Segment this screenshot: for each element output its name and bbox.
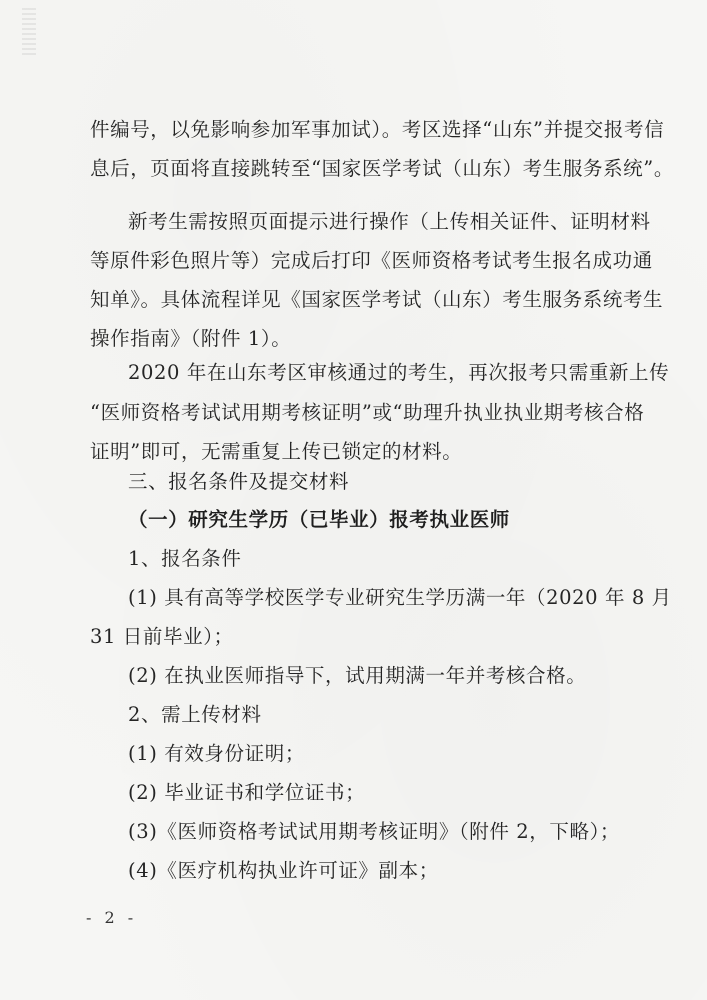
list-item: (1) 具有高等学校医学专业研究生学历满一年（2020 年 8 月 bbox=[128, 586, 672, 609]
paragraph-line: 息后，页面将直接跳转至“国家医学考试（山东）考生服务系统”。 bbox=[90, 157, 674, 180]
paragraph-line: 证明”即可，无需重复上传已锁定的材料。 bbox=[90, 440, 463, 463]
list-item: (3)《医师资格考试试用期考核证明》（附件 2，下略）； bbox=[128, 820, 621, 843]
paragraph-line: 知单》。具体流程详见《国家医学考试（山东）考生服务系统考生 bbox=[90, 288, 664, 311]
list-item: (4)《医疗机构执业许可证》副本； bbox=[128, 859, 439, 882]
paragraph-line: 等原件彩色照片等）完成后打印《医师资格考试考生报名成功通 bbox=[90, 249, 653, 272]
paragraph-line: 新考生需按照页面提示进行操作（上传相关证件、证明材料 bbox=[128, 210, 651, 233]
list-item: (1) 有效身份证明； bbox=[128, 742, 305, 765]
subsection-heading: （一）研究生学历（已毕业）报考执业医师 bbox=[128, 508, 510, 531]
paragraph-line: 件编号，以免影响参加军事加试）。考区选择“山东”并提交报考信 bbox=[90, 118, 665, 141]
paragraph-line: 操作指南》（附件 1）。 bbox=[90, 327, 292, 350]
list-heading: 2、需上传材料 bbox=[128, 703, 262, 726]
list-item: (2) 在执业医师指导下，试用期满一年并考核合格。 bbox=[128, 664, 587, 687]
scan-artifact bbox=[22, 8, 36, 58]
list-item: (2) 毕业证书和学位证书； bbox=[128, 781, 366, 804]
section-heading: 三、报名条件及提交材料 bbox=[128, 470, 350, 493]
page-number: - 2 - bbox=[86, 908, 138, 927]
list-heading: 1、报名条件 bbox=[128, 547, 242, 570]
paragraph-line: 2020 年在山东考区审核通过的考生，再次报考只需重新上传 bbox=[128, 361, 670, 384]
list-item-continuation: 31 日前毕业）； bbox=[90, 625, 234, 648]
paragraph-line: “医师资格考试试用期考核证明”或“助理升执业执业期考核合格 bbox=[90, 401, 645, 424]
